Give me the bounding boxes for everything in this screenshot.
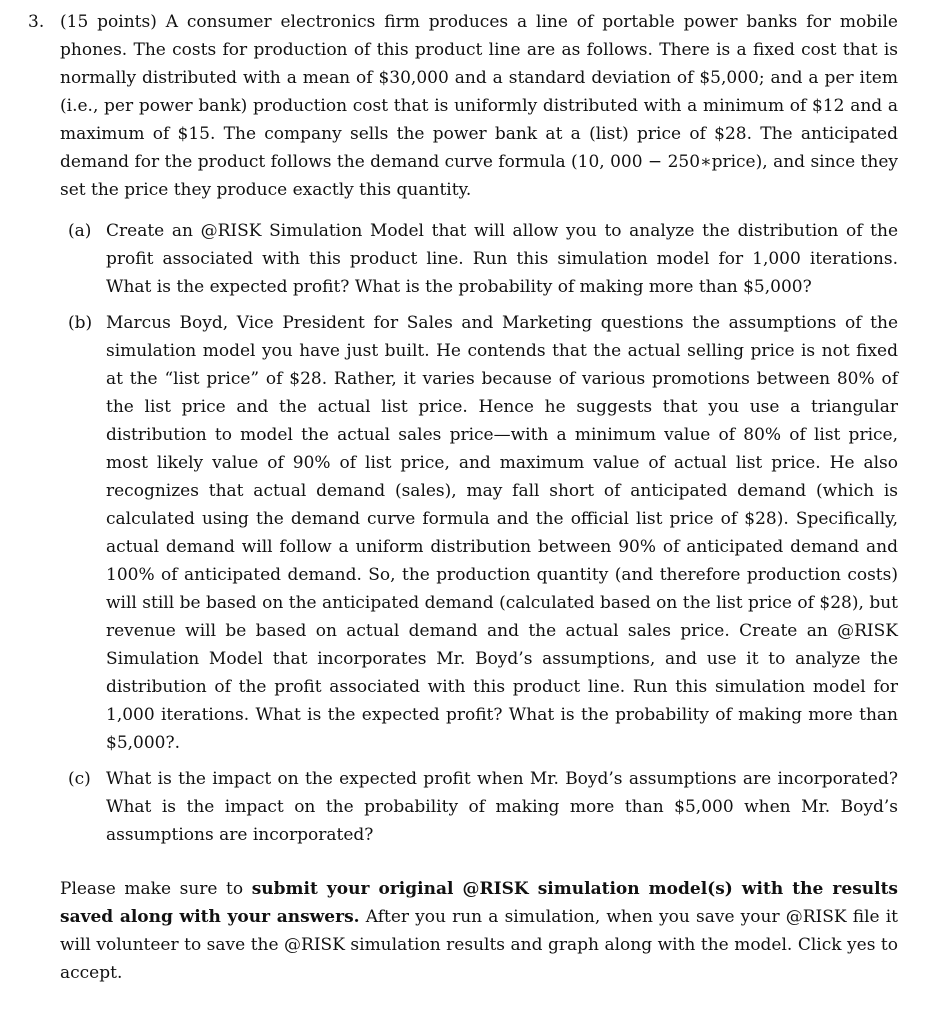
problem-3 <box>28 8 898 987</box>
part-b-letter: (b) <box>68 313 93 333</box>
problem-number: 3. <box>28 12 45 32</box>
problem-parts <box>60 217 898 849</box>
note-bold: submit your original @RISK simulation model(s) with the results saved along with your answers. <box>60 879 899 927</box>
note-tail: After you run a simulation, when you save your @RISK file it will volunteer to save the @RISK simulation results and graph along with the model. Click yes to accept. <box>60 907 898 983</box>
part-c <box>60 765 898 849</box>
note-lead: Please make sure to <box>60 879 252 899</box>
submission-note <box>60 875 898 987</box>
part-a <box>60 217 898 301</box>
part-a-letter: (a) <box>68 221 92 241</box>
problem-intro: (15 points) A consumer electronics firm produces a line of portable power banks for mobile phones. The costs for production of this product line are as follows. There is a fixed cost that is normally distributed with a mean of $30,000 and a standard deviation of $5,000; and a per item (i.e., per power bank) production cost that is uniformly distributed with a minimum of $12 and a maximum of $15. The company sells the power bank at a (list) price of $28. The anticipated demand for the product follows the demand curve formula (10, 000 − 250∗price), and since they set the price they produce exactly this quantity. <box>60 12 898 200</box>
part-c-text: What is the impact on the expected profit when Mr. Boyd’s assumptions are incorporated? What is the impact on the probability of making more than $5,000 when Mr. Boyd’s assumptions are incorporated? <box>106 769 898 845</box>
part-b-text: Marcus Boyd, Vice President for Sales and Marketing questions the assumptions of the simulation model you have just built. He contends that the actual selling price is not fixed at the “list price” of $28. Rather, it varies because of various promotions between 80% of the list price and the actual list price. Hence he suggests that you use a triangular distribution to model the actual sales price—with a minimum value of 80% of list price, most likely value of 90% of list price, and maximum value of actual list price. He also recognizes that actual demand (sales), may fall short of anticipated demand (which is calculated using the demand curve formula and the official list price of $28). Specifically, actual demand will follow a uniform distribution between 90% of anticipated demand and 100% of anticipated demand. So, the production quantity (and therefore production costs) will still be based on the anticipated demand (calculated based on the list price of $28), but revenue will be based on actual demand and the actual sales price. Create an @RISK Simulation Model that incorporates Mr. Boyd’s assumptions, and use it to analyze the distribution of the profit associated with this product line. Run this simulation model for 1,000 iterations. What is the expected profit? What is the probability of making more than $5,000?. <box>106 313 898 753</box>
problem-header <box>28 8 898 204</box>
part-c-letter: (c) <box>68 769 91 789</box>
part-a-text: Create an @RISK Simulation Model that will allow you to analyze the distribution of the profit associated with this product line. Run this simulation model for 1,000 iterations. What is the expected profit? What is the probability of making more than $5,000? <box>106 221 898 297</box>
part-b <box>60 309 898 757</box>
